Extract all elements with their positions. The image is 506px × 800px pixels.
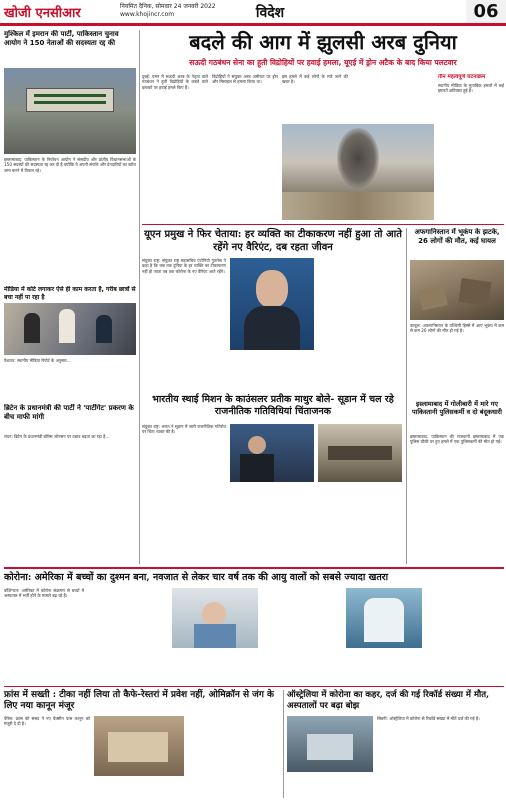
afghan-story — [410, 228, 504, 398]
left-story-1-headline: मुश्किल में इमरान की पार्टी, पाकिस्तान चुनाव आयोग ने 150 नेताओं की सदस्यता रद्द की — [4, 30, 119, 47]
earthquake-rubble-photo — [410, 260, 504, 320]
divider-footer — [4, 686, 504, 687]
child-hospital-photo — [172, 588, 258, 648]
main-col-2: विद्रोहियों ने संयुक्त अरब अमीरात पर ड्रोन और मिसाइल से हमला किया था। — [212, 74, 278, 85]
corona-body-col-4 — [426, 588, 504, 684]
india-body-col-2 — [230, 486, 402, 564]
un-body-col-1: संयुक्त राष्ट्र: संयुक्त राष्ट्र महासचिव एंटोनियो गुतारेस ने कहा है कि जब तक दुनिया के हर व्यक्ति का टीकाकरण नहीं हो जाता तब तक कोरोना के नए वैरिएंट आते रहेंगे। — [142, 258, 226, 274]
masthead — [0, 0, 506, 26]
islamabad-headline: इस्लामाबाद में गोलीबारी में मारे गए पाकिस्तानी पुलिसकर्मी व दो बंदूकधारी — [412, 400, 502, 416]
france-headline: फ्रांस में सख्ती : टीका नहीं लिया तो कैफे-रेस्तरां में प्रवेश नहीं, ओमिक्रॉन से जंग के लिए नया कानून मंजूर — [4, 690, 274, 711]
column-divider-right — [406, 228, 407, 564]
main-headline: बदले की आग में झुलसी अरब दुनिया — [189, 30, 457, 54]
left-story-2 — [4, 286, 136, 402]
left-story-2-headline: मीडिया में कोटे लगाकर ऐसे ही काम करता है, गरीब छात्रों से बचा नहीं पा रहा है — [4, 286, 136, 301]
un-body-col-2 — [318, 258, 402, 390]
afghan-headline: अफगानिस्तान में भूकंप के झटके, 26 लोगों की मौत, कई घायल — [414, 228, 500, 245]
corona-body-col-1: वॉशिंगटन: अमेरिका में कोरोना संक्रमण से बच्चों में अस्पताल में भर्ती होने के मामले बढ़ रहे हैं। — [4, 588, 84, 599]
un-meeting-photo — [230, 424, 314, 482]
left-story-2-body: पेशावर: स्थानीय मीडिया रिपोर्ट के अनुसार... — [4, 358, 71, 363]
divider-bottom — [4, 567, 504, 569]
france-body: पेरिस: फ्रांस की संसद ने नए वैक्सीन पास कानून को मंजूरी दे दी है। — [4, 716, 90, 727]
main-right-col — [438, 74, 504, 222]
un-headline: यूएन प्रमुख ने फिर चेताया: हर व्यक्ति का टीकाकरण नहीं हुआ तो आते रहेंगे नए वैरिएंट, दब रहता जीवन — [144, 229, 402, 253]
section-title: विदेश — [255, 5, 285, 21]
lab-photo — [346, 588, 422, 648]
left-story-3-headline: ब्रिटेन के प्रधानमंत्री की पार्टी ने 'पार्टीगेट' प्रकरण के बीच माफी मांगी — [4, 404, 134, 421]
australia-hospital-photo — [287, 716, 373, 772]
left-story-1-body: इस्लामाबाद: पाकिस्तान के निर्वाचन आयोग ने संसदीय और प्रांतीय विधानसभाओं के 150 सदस्यों की सदस्यता रद्द कर दी है क्योंकि वे अपनी संपत्ति और देनदारियों का ब्योरा जमा करने में विफल रहे। — [4, 157, 136, 173]
india-headline: भारतीय स्थाई मिशन के काउंसलर प्रतीक माथुर बोले- सूडान में चल रहे राजनीतिक गतिविधियां चिंताजनक — [152, 394, 394, 417]
sudan-protest-photo — [318, 424, 402, 482]
islamabad-story — [410, 400, 504, 564]
india-body-col-1: संयुक्त राष्ट्र: भारत ने सूडान में जारी राजनीतिक गतिरोध पर चिंता व्यक्त की है। — [142, 424, 226, 435]
corona-body-col-3 — [262, 588, 342, 684]
islamabad-body: इस्लामाबाद: पाकिस्तान की राजधानी इस्लामाबाद में एक पुलिस चौकी पर हुए हमले में एक पुलिसकर्मी की मौत हो गई। — [410, 434, 504, 445]
left-story-3-body: लंदन: ब्रिटेन के प्रधानमंत्री बोरिस जॉनसन पर दबाव बढ़ता जा रहा है... — [4, 434, 110, 439]
left-story-1 — [4, 30, 136, 285]
date-line: नियमित दैनिक, सोमवार 24 जनवरी 2022 — [120, 3, 216, 10]
airstrike-smoke-photo — [282, 124, 434, 220]
column-divider-left — [139, 30, 140, 564]
main-col-3: इस हमले में कई लोगों के मारे जाने की खबर है। — [282, 74, 348, 85]
australia-body: सिडनी: ऑस्ट्रेलिया में कोरोना से रिकॉर्ड संख्या में मौतें दर्ज की गई हैं। — [377, 716, 480, 721]
main-right-col-head: तीन महत्वपूर्ण घटनाक्रम — [438, 74, 486, 80]
un-chief-photo — [230, 258, 314, 350]
page-number: 06 — [466, 0, 506, 23]
france-cafe-photo — [94, 716, 184, 776]
pakistan-people-photo — [4, 303, 136, 355]
main-right-col-body: स्थानीय मीडिया के मुताबिक हमलों में कई इमारतें क्षतिग्रस्त हुई हैं। — [438, 83, 504, 94]
australia-headline: ऑस्ट्रेलिया में कोरोना का कहर, दर्ज की गई रिकॉर्ड संख्या में मौत, अस्पतालों पर बढ़ा बोझ — [287, 690, 490, 711]
france-body-col-2 — [188, 716, 280, 798]
corona-headline: कोरोना: अमेरिका में बच्चों का दुश्मन बना, नवजात से लेकर चार वर्ष तक की आयु वालों को सबसे ज्यादा खतरा — [4, 572, 389, 583]
website-line: www.khojincr.com — [120, 11, 175, 18]
corona-body-col-2 — [88, 588, 168, 684]
divider-main — [142, 224, 504, 225]
column-divider-footer — [283, 690, 284, 798]
main-subhead: सऊदी गठबंधन सेना का हूती विद्रोहियों पर हवाई हमला, यूएई में ड्रोन अटैक के बाद किया पलटवार — [189, 58, 457, 67]
left-story-3 — [4, 404, 136, 564]
election-commission-photo — [4, 68, 136, 154]
main-col-1: दुबई: यमन में सऊदी अरब के नेतृत्व वाले गठबंधन ने हूती विद्रोहियों के कब्जे वाले इलाकों पर हवाई हमले किए हैं। — [142, 74, 208, 90]
afghan-body: काबुल: अफगानिस्तान के पश्चिमी हिस्से में आए भूकंप में कम से कम 26 लोगों की मौत हो गई है। — [410, 323, 504, 334]
newspaper-logo: खोजी एनसीआर — [4, 6, 81, 21]
